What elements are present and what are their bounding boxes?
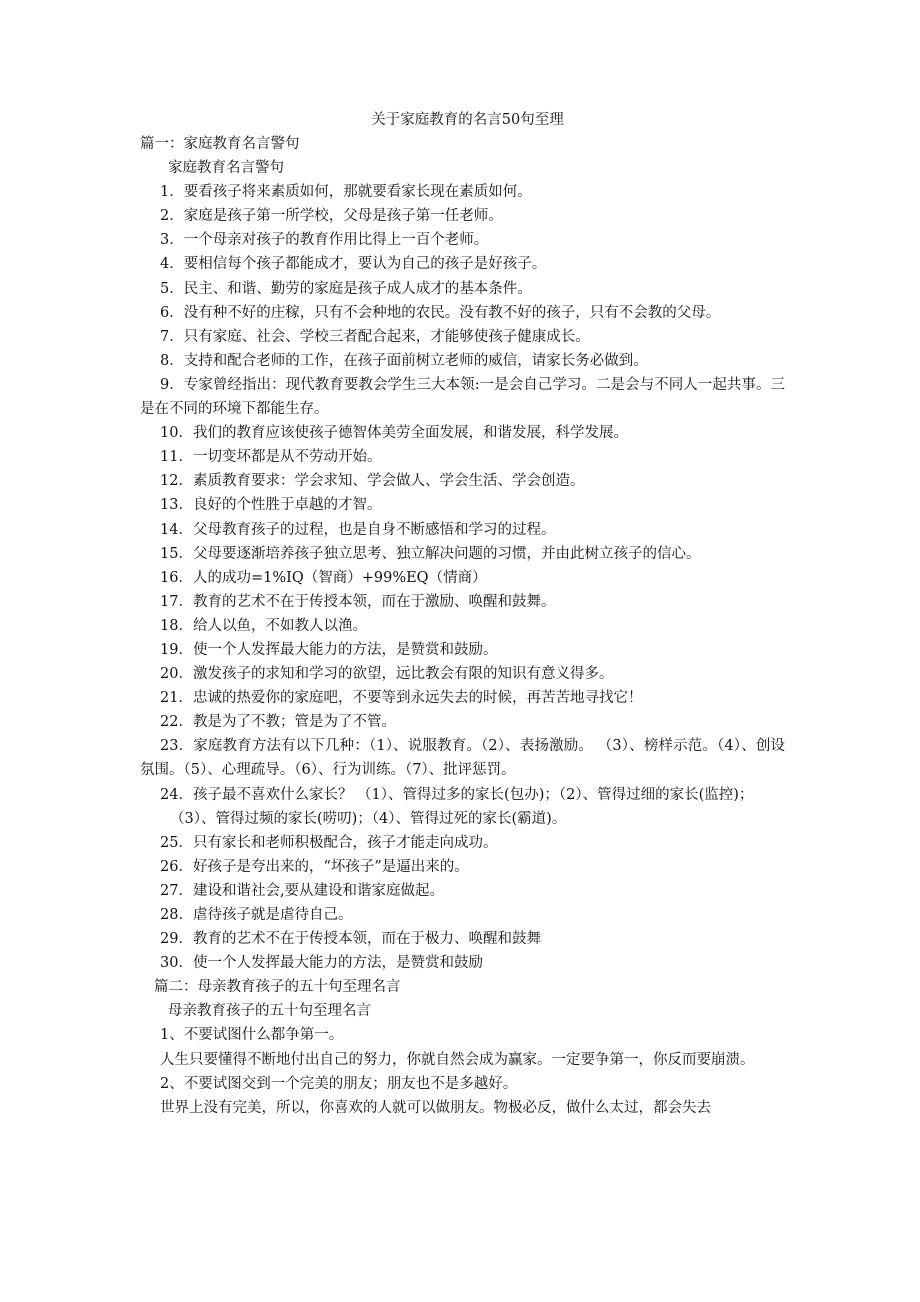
quote-item: 1．要看孩子将来素质如何，那就要看家长现在素质如何。 xyxy=(160,184,532,201)
quote-item: 29．教育的艺术不在于传授本领，而在于极力、唤醒和鼓舞 xyxy=(160,931,541,948)
quote-item: 5．民主、和谐、勤劳的家庭是孩子成人成才的基本条件。 xyxy=(160,280,532,297)
quote-item: 30．使一个人发挥最大能力的方法，是赞赏和鼓励 xyxy=(160,955,483,972)
quote-item: 15．父母要逐渐培养孩子独立思考、独立解决问题的习惯，并由此树立孩子的信心。 xyxy=(160,545,701,562)
quote-explanation: 世界上没有完美，所以，你喜欢的人就可以做朋友。物极必反，做什么太过，都会失去 xyxy=(160,1099,711,1116)
quote-item: 21．忠诚的热爱你的家庭吧，不要等到永远失去的时候，再苦苦地寻找它！ xyxy=(160,690,643,707)
quote-item: 6．没有种不好的庄稼，只有不会种地的农民。没有教不好的孩子，只有不会教的父母。 xyxy=(160,304,721,321)
quote-item: 19．使一个人发挥最大能力的方法，是赞赏和鼓励。 xyxy=(160,641,498,658)
quote-item: 25．只有家长和老师积极配合，孩子才能走向成功。 xyxy=(160,834,498,851)
quote-item: 14．父母教育孩子的过程，也是自身不断感悟和学习的过程。 xyxy=(160,521,556,538)
part2-heading: 篇二：母亲教育孩子的五十句至理名言 xyxy=(154,979,401,996)
quote-item: 27．建设和谐社会,要从建设和谐家庭做起。 xyxy=(160,882,445,899)
quote-item-continuation: （3）、管得过频的家长(唠叨)；（4）、管得过死的家长(霸道)。 xyxy=(170,810,567,827)
quote-item: 23．家庭教育方法有以下几种：（1）、说服教育。（2）、表扬激励。 （3）、榜样示范。（4）、创设氛围。（5）、心理疏导。（6）、行为训练。（7）、批评惩罚。 xyxy=(140,738,785,779)
quote-item: 9．专家曾经指出：现代教育要教会学生三大本领:一是会自己学习。二是会与不同人一起共事。三是在不同的环境下都能生存。 xyxy=(140,376,785,418)
quote-item: 17．教育的艺术不在于传授本领，而在于激励、唤醒和鼓舞。 xyxy=(160,593,556,610)
quote-item: 10．我们的教育应该使孩子德智体美劳全面发展，和谐发展，科学发展。 xyxy=(160,425,628,442)
quote-item: 13．良好的个性胜于卓越的才智。 xyxy=(160,497,382,514)
quote-item: 24．孩子最不喜欢什么家长？ （1）、管得过多的家长(包办)；（2）、管得过细的家长(监控)； xyxy=(160,786,754,803)
quote-item: 12．素质教育要求：学会求知、学会做人、学会生活、学会创造。 xyxy=(160,473,585,490)
quote-item: 8．支持和配合老师的工作，在孩子面前树立老师的威信，请家长务必做到。 xyxy=(160,352,648,369)
quote-item: 2．家庭是孩子第一所学校，父母是孩子第一任老师。 xyxy=(160,208,503,225)
quote-item: 26．好孩子是夸出来的，“坏孩子”是逼出来的。 xyxy=(160,858,469,875)
quote-item: 2、不要试图交到一个完美的朋友；朋友也不是多越好。 xyxy=(160,1075,518,1092)
quote-item: 28．虐待孩子就是虐待自己。 xyxy=(160,907,353,923)
document-page xyxy=(140,108,785,1120)
quote-item: 18．给人以鱼，不如教人以渔。 xyxy=(160,617,367,634)
quote-item: 11．一切变坏都是从不劳动开始。 xyxy=(160,449,382,466)
part2-subheading: 母亲教育孩子的五十句至理名言 xyxy=(168,1003,371,1020)
document-title: 关于家庭教育的名言50句至理 xyxy=(371,112,564,128)
quote-item: 22．教是为了不教；管是为了不管。 xyxy=(160,714,396,731)
part1-heading: 篇一：家庭教育名言警句 xyxy=(140,136,300,152)
quote-item: 3．一个母亲对孩子的教育作用比得上一百个老师。 xyxy=(160,232,489,249)
quote-explanation: 人生只要懂得不断地付出自己的努力，你就自然会成为赢家。一定要争第一，你反而要崩溃。 xyxy=(160,1051,755,1068)
quote-item: 16．人的成功=1%IQ（智商）+99%EQ（情商） xyxy=(160,569,487,586)
quote-item: 4．要相信每个孩子都能成才，要认为自己的孩子是好孩子。 xyxy=(160,256,547,273)
quote-item: 1、不要试图什么都争第一。 xyxy=(160,1027,344,1044)
quote-item: 7．只有家庭、社会、学校三者配合起来，才能够使孩子健康成长。 xyxy=(160,328,590,345)
part1-subheading: 家庭教育名言警句 xyxy=(168,160,284,177)
quote-item: 20．激发孩子的求知和学习的欲望，远比教会有限的知识有意义得多。 xyxy=(160,666,614,683)
